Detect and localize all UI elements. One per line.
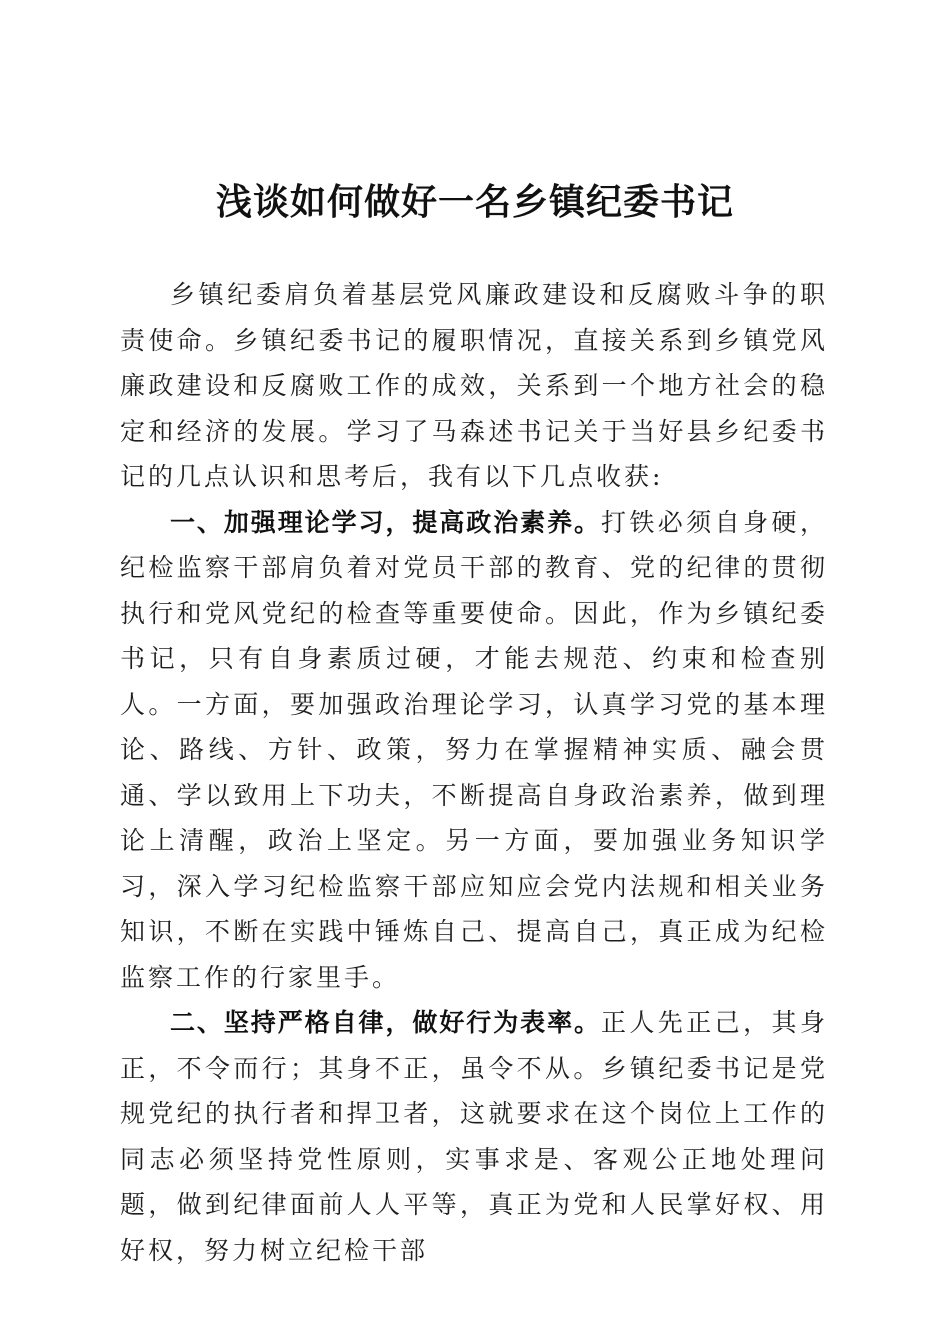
document-body [120, 272, 828, 1273]
section-paragraph-2 [120, 1000, 828, 1273]
section-heading-1: 一、加强理论学习，提高政治素养。 [170, 507, 601, 537]
section-text-2: 正人先正己，其身正，不令而行；其身不正，虽令不从。乡镇纪委书记是党规党纪的执行者和捍卫者，这就要求在这个岗位上工作的同志必须坚持党性原则，实事求是、客观公正地处理问题，做到纪律面前人人平等，真正为党和人民掌好权、用好权，努力树立纪检干部 [120, 1008, 828, 1265]
section-text-1: 打铁必须自身硬，纪检监察干部肩负着对党员干部的教育、党的纪律的贯彻执行和党风党纪的检查等重要使命。因此，作为乡镇纪委书记，只有自身素质过硬，才能去规范、约束和检查别人。一方面，要加强政治理论学习，认真学习党的基本理论、路线、方针、政策，努力在掌握精神实质、融会贯通、学以致用上下功夫，不断提高自身政治素养，做到理论上清醒，政治上坚定。另一方面，要加强业务知识学习，深入学习纪检监察干部应知应会党内法规和相关业务知识，不断在实践中锤炼自己、提高自己，真正成为纪检监察工作的行家里手。 [120, 507, 828, 992]
intro-paragraph: 乡镇纪委肩负着基层党风廉政建设和反腐败斗争的职责使命。乡镇纪委书记的履职情况，直接关系到乡镇党风廉政建设和反腐败工作的成效，关系到一个地方社会的稳定和经济的发展。学习了马森述书记关于当好县乡纪委书记的几点认识和思考后，我有以下几点收获: [120, 280, 828, 491]
document-title: 浅谈如何做好一名乡镇纪委书记 [215, 181, 734, 223]
section-heading-2: 二、坚持严格自律，做好行为表率。 [170, 1008, 601, 1037]
section-paragraph-1 [120, 500, 828, 1001]
